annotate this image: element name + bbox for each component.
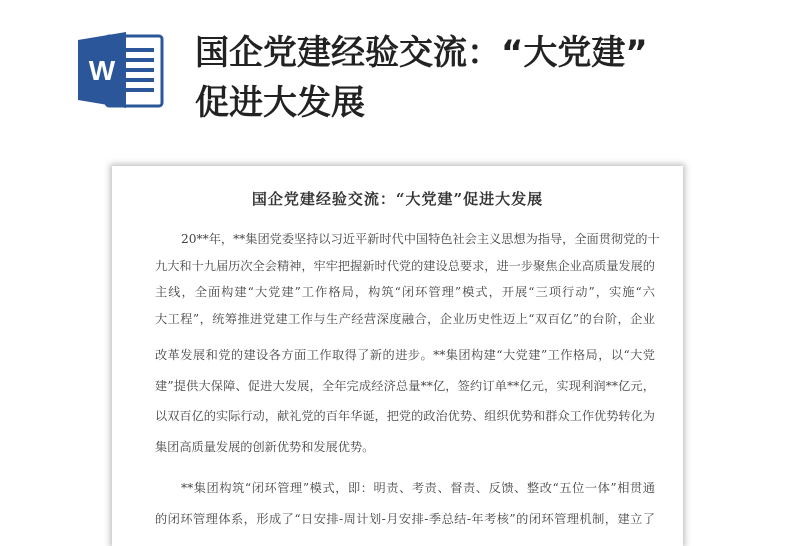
document-title: 国企党建经验交流：“大党建”促进大发展	[251, 190, 544, 208]
headline	[195, 28, 755, 128]
headline-line-1: 国企党建经验交流：“大党建”	[195, 33, 648, 73]
body-line: 主线，全面构建“大党建”工作格局，构筑“闭环管理”模式，开展“三项行动”，实施“六	[155, 285, 655, 299]
body-line: 的闭环管理体系，形成了“日安排-周计划-月安排-季总结-年考核”的闭环管理机制，建立了	[155, 512, 655, 526]
headline-line-2: 促进大发展	[195, 83, 365, 123]
body-line: 改革发展和党的建设各方面工作取得了新的进步。**集团构建“大党建”工作格局，以“大党	[155, 348, 655, 362]
body-line: 九大和十九届历次全会精神，牢牢把握新时代党的建设总要求，进一步聚焦企业高质量发展的	[155, 259, 655, 273]
body-line: 20**年，**集团党委坚持以习近平新时代中国特色社会主义思想为指导，全面贯彻党的十	[181, 232, 660, 246]
body-line: 以双百亿的实际行动，献礼党的百年华诞，把党的政治优势、组织优势和群众工作优势转化为	[155, 409, 655, 423]
document-page	[112, 166, 683, 546]
body-line: **集团构筑“闭环管理”模式，即：明责、考责、督责、反馈、整改“五位一体”相贯通	[181, 481, 655, 495]
body-line: 建”提供大保障、促进大发展，全年完成经济总量**亿，签约订单**亿元，实现利润**亿元，	[155, 379, 655, 393]
word-document-icon	[76, 30, 164, 110]
body-line: 大工程”，统筹推进党建工作与生产经营深度融合，企业历史性迈上“双百亿”的台阶，企业	[155, 312, 655, 326]
body-line: 集团高质量发展的创新优势和发展优势。	[155, 440, 375, 454]
logo-letter: W	[88, 55, 116, 86]
